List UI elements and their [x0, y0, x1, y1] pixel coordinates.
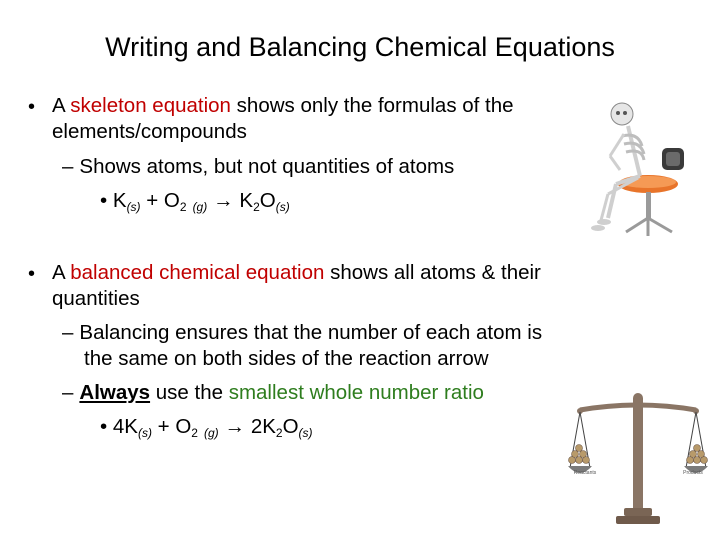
- eq-plus-o: + O: [151, 415, 192, 438]
- bullet-1-line-1: [52, 94, 514, 118]
- bullet-2-line-1: [52, 261, 541, 285]
- reaction-arrow: →: [213, 189, 234, 212]
- dash-marker: –: [62, 321, 74, 344]
- balanced-equation-term: balanced chemical equation: [70, 261, 325, 284]
- always-emphasis: Always: [79, 381, 151, 404]
- bullet-marker: •: [28, 96, 36, 118]
- bullet-marker: •: [100, 189, 113, 212]
- eq-state: (s): [126, 200, 141, 214]
- skeleton-chair-icon: [578, 98, 698, 246]
- eq-subscript: 2: [191, 426, 198, 440]
- eq-product: K: [233, 189, 254, 212]
- bullet-2-rest: shows all atoms & their: [324, 261, 541, 284]
- eq-product-o: O: [282, 415, 299, 438]
- eq-product-o: O: [259, 189, 276, 212]
- balance-scale-icon: [568, 388, 708, 528]
- skeleton-equation: [100, 189, 290, 215]
- bullet-1-line-2: elements/compounds: [52, 120, 247, 143]
- bullet-1-sub-point: [62, 155, 454, 179]
- bullet-marker: •: [100, 415, 113, 438]
- bullet-2-sub-point-1-cont: the same on both sides of the reaction arrow: [84, 347, 489, 370]
- sub-point-text: Shows atoms, but not quantities of atoms: [79, 155, 455, 178]
- bullet-2-line-2: quantities: [52, 287, 140, 310]
- bullet-1-rest: shows only the formulas of the: [230, 94, 514, 117]
- dash-marker: –: [62, 381, 74, 404]
- eq-state: (g): [192, 200, 208, 214]
- bullet-marker: •: [28, 263, 36, 285]
- bullet-2-lead: A: [52, 261, 71, 284]
- bullet-2-sub-point-2: [62, 381, 484, 405]
- eq-subscript: 2: [275, 426, 283, 440]
- balance-scale-image: [568, 388, 708, 528]
- bullet-2-sub-point-1: [62, 321, 542, 345]
- eq-state: (s): [275, 200, 290, 214]
- eq-subscript: 2: [179, 200, 187, 214]
- sub-point-text: use the: [150, 381, 229, 404]
- bullet-1-lead: A: [52, 94, 71, 117]
- eq-reactant-k: 4K: [112, 415, 138, 438]
- scale-label-products: Products: [683, 470, 703, 476]
- eq-state: (g): [203, 426, 219, 440]
- scale-label-reactants: Reactants: [573, 470, 597, 476]
- skeleton-chair-image: [578, 98, 698, 246]
- slide-title: Writing and Balancing Chemical Equations: [105, 32, 615, 62]
- eq-state: (s): [298, 426, 313, 440]
- reaction-arrow: →: [224, 415, 246, 438]
- dash-marker: –: [62, 155, 74, 178]
- eq-reactant-k: K: [112, 189, 127, 212]
- eq-plus-o: + O: [140, 189, 180, 212]
- smallest-ratio-text: smallest whole number ratio: [228, 381, 484, 404]
- eq-product: 2K: [245, 415, 276, 438]
- skeleton-equation-term: skeleton equation: [70, 94, 231, 117]
- sub-point-text: Balancing ensures that the number of each atom is: [79, 321, 543, 344]
- balanced-equation: [100, 415, 313, 441]
- eq-subscript: 2: [253, 200, 260, 214]
- eq-state: (s): [137, 426, 152, 440]
